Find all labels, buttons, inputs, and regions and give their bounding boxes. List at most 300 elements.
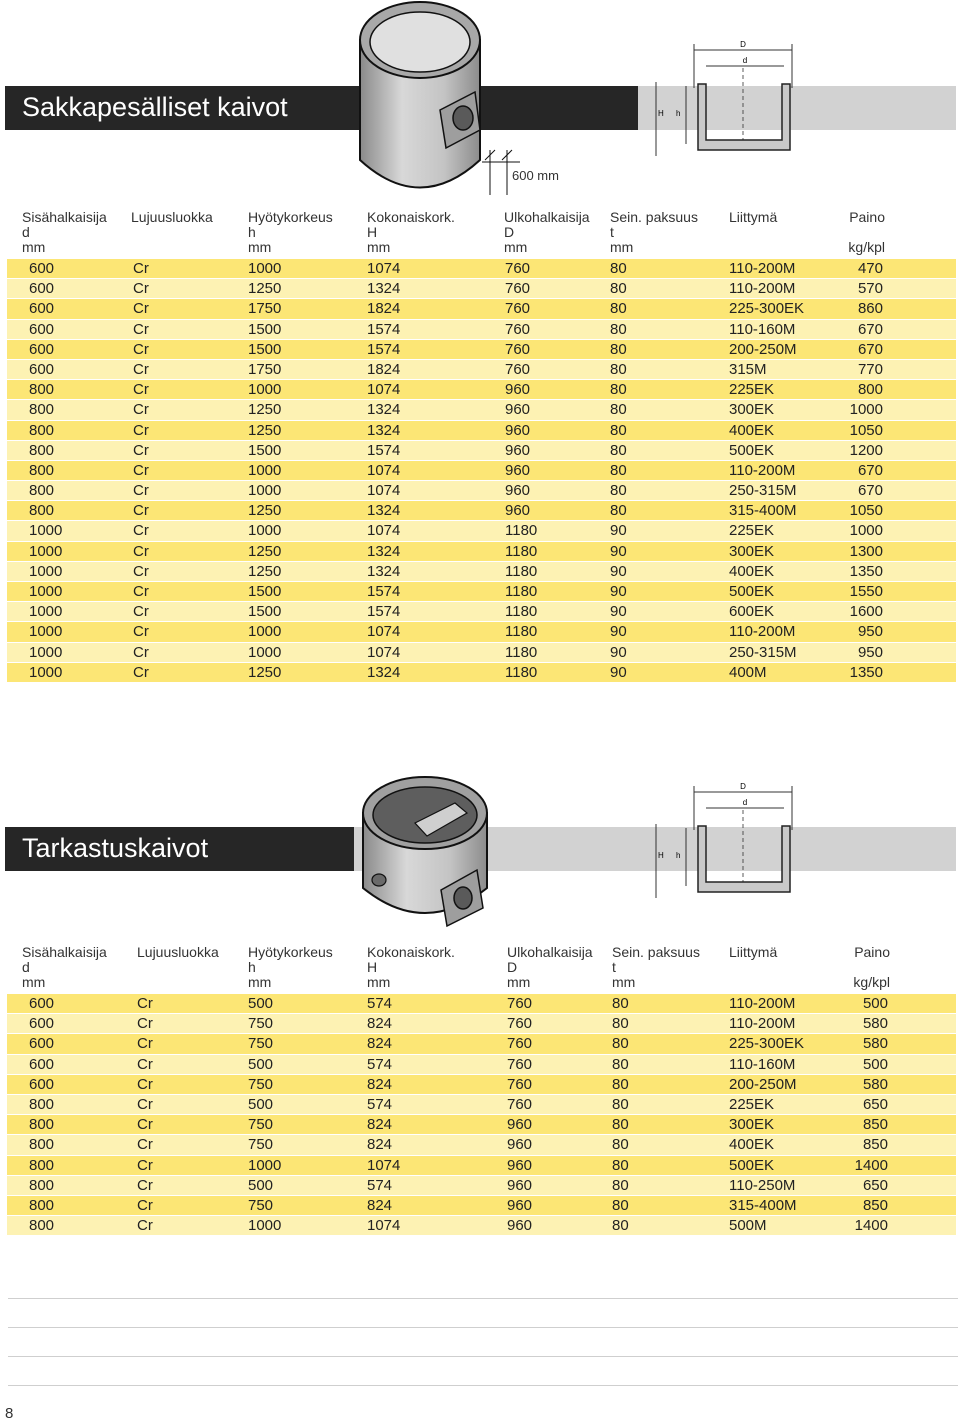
table-cell: 90 (610, 643, 627, 661)
table-row (7, 562, 956, 582)
table-cell: 960 (505, 381, 531, 399)
table-cell: 225EK (729, 522, 775, 540)
table-cell: 760 (505, 320, 531, 338)
table-cell: 750 (248, 1196, 274, 1214)
table-cell: 90 (610, 623, 627, 641)
table-cell: 110-200M (729, 280, 796, 298)
table-cell: Cr (133, 583, 149, 600)
table-cell: Cr (133, 663, 149, 681)
table-cell: 800 (29, 1176, 55, 1194)
table-cell: Cr (137, 1196, 153, 1214)
table-row (7, 1135, 956, 1155)
table-cell: Cr (133, 482, 149, 500)
table-cell: 90 (610, 542, 627, 560)
table-cell: 960 (507, 1217, 533, 1235)
table-cell: 600 (29, 260, 55, 277)
header-unit: kg/kpl (853, 974, 890, 990)
table-cell: Cr (133, 260, 149, 277)
table-row (7, 1176, 956, 1196)
data-table (7, 259, 956, 683)
table-cell: 570 (857, 280, 883, 298)
table-cell: 960 (505, 461, 531, 479)
table-cell: 1574 (367, 320, 401, 338)
table-cell: 1050 (849, 421, 883, 439)
table-cell: Cr (137, 1156, 153, 1174)
table-cell: 80 (610, 300, 627, 318)
table-cell: 1000 (248, 381, 282, 399)
table-cell: Cr (137, 1136, 153, 1154)
table-cell: 80 (610, 502, 627, 520)
table-cell: 1000 (248, 260, 282, 277)
table-cell: 800 (29, 1136, 55, 1154)
table-cell: 800 (29, 1095, 55, 1113)
table-cell: 80 (610, 280, 627, 298)
table-cell: 1000 (849, 401, 883, 419)
table-cell: 960 (507, 1176, 533, 1194)
table-row (7, 602, 956, 622)
table-cell: 1074 (367, 1217, 401, 1235)
table-cell: Cr (137, 1055, 153, 1073)
table-cell: 1000 (248, 522, 282, 540)
table-cell: 960 (507, 1116, 533, 1134)
table-row (7, 1034, 956, 1054)
table-cell: 600 (29, 320, 55, 338)
table-cell: 225-300EK (729, 300, 805, 318)
table-cell: 1250 (248, 542, 282, 560)
table-cell: 960 (505, 401, 531, 419)
page-number: 8 (5, 1405, 14, 1422)
table-cell: 225-300EK (729, 1035, 805, 1053)
table-cell: 110-200M (729, 1015, 796, 1033)
table-cell: 315-400M (729, 1196, 797, 1214)
table-cell: 1824 (367, 360, 401, 378)
table-cell: 1324 (367, 401, 401, 419)
table-cell: 1180 (505, 643, 538, 661)
header-unit: mm (248, 239, 272, 255)
table-cell: 1074 (367, 381, 401, 399)
table-cell: 800 (29, 401, 55, 419)
table-cell: 1000 (29, 542, 63, 560)
header-unit: mm (610, 239, 634, 255)
header-name: Sisähalkaisija (22, 944, 107, 960)
table-cell: 1324 (367, 280, 401, 298)
table-cell: 750 (248, 1075, 274, 1093)
table-row (7, 400, 956, 420)
table-cell: Cr (133, 280, 149, 298)
table-cell: Cr (133, 381, 149, 399)
header-symbol: H (367, 959, 378, 975)
table-cell: 800 (29, 421, 55, 439)
table-cell: 80 (610, 260, 627, 277)
table-cell: 760 (505, 280, 531, 298)
table-cell: 1824 (367, 300, 401, 318)
table-cell: 80 (610, 320, 627, 338)
footer-divider (8, 1298, 958, 1299)
header-name: Lujuusluokka (137, 944, 219, 960)
table-cell: 750 (248, 1015, 274, 1033)
table-cell: 800 (29, 1217, 55, 1235)
table-cell: Cr (137, 1015, 153, 1033)
table-cell: 1074 (367, 461, 401, 479)
header-name: Liittymä (729, 944, 778, 960)
table-cell: 500 (248, 1176, 274, 1194)
table-cell: 1074 (367, 482, 401, 500)
table-cell: 1074 (367, 1156, 401, 1174)
table-cell: 1500 (248, 603, 282, 621)
table-cell: 824 (367, 1196, 393, 1214)
table-cell: 1324 (367, 562, 401, 580)
table-cell: 670 (857, 482, 883, 500)
header-unit: mm (504, 239, 528, 255)
table-cell: 1000 (248, 482, 282, 500)
table-cell: Cr (133, 542, 149, 560)
table-row (7, 380, 956, 400)
table-cell: 1000 (248, 461, 282, 479)
table-cell: 1000 (29, 603, 63, 621)
header-name: Lujuusluokka (131, 209, 213, 225)
table-row (7, 259, 956, 279)
table-cell: 300EK (729, 542, 775, 560)
table-cell: 960 (507, 1196, 533, 1214)
table-cell: 250-315M (729, 482, 797, 500)
table-cell: 960 (505, 421, 531, 439)
table-cell: 80 (612, 1055, 629, 1073)
table-cell: 760 (507, 1095, 533, 1113)
table-cell: 1074 (367, 260, 401, 277)
table-row (7, 279, 956, 299)
table-cell: 800 (29, 1196, 55, 1214)
table-cell: Cr (133, 502, 149, 520)
dimension-note: 600 mm (512, 168, 559, 183)
table-cell: 400EK (729, 421, 775, 439)
table-row (7, 360, 956, 380)
header-name: Kokonaiskork. (367, 209, 455, 225)
table-cell: 824 (367, 1015, 393, 1033)
table-cell: 500 (248, 995, 274, 1012)
table-cell: Cr (133, 360, 149, 378)
table-cell: 1400 (854, 1156, 888, 1174)
table-cell: 80 (612, 995, 629, 1012)
table-cell: 760 (507, 1075, 533, 1093)
table-cell: 600 (29, 1035, 55, 1053)
table-cell: 1550 (849, 583, 883, 600)
table-cell: 760 (507, 995, 533, 1012)
header-unit: mm (22, 239, 46, 255)
table-cell: 1000 (248, 623, 282, 641)
table-cell: 80 (610, 482, 627, 500)
table-cell: 580 (862, 1015, 888, 1033)
table-cell: 600 (29, 360, 55, 378)
table-cell: 850 (862, 1196, 888, 1214)
table-cell: 1000 (248, 1156, 282, 1174)
table-cell: 600EK (729, 603, 775, 621)
table-cell: Cr (137, 1075, 153, 1093)
table-cell: 80 (610, 461, 627, 479)
header-name: Sein. paksuus (612, 944, 700, 960)
table-cell: 80 (610, 441, 627, 459)
table-cell: 1000 (29, 583, 63, 600)
table-cell: 1180 (505, 583, 538, 600)
table-cell: 1324 (367, 421, 401, 439)
table-cell: 110-200M (729, 995, 796, 1012)
dim-H-label: H (658, 109, 664, 118)
header-symbol: D (507, 959, 518, 975)
table-row (7, 582, 956, 602)
table-cell: 800 (29, 381, 55, 399)
dim-H-label: H (658, 851, 664, 860)
cross-section-diagram (650, 780, 810, 905)
table-row (7, 1055, 956, 1075)
table-cell: 1250 (248, 401, 282, 419)
section-title-bar (5, 827, 355, 871)
table-cell: 800 (29, 482, 55, 500)
table-cell: 90 (610, 583, 627, 600)
table-cell: 90 (610, 603, 627, 621)
dim-h-label: h (676, 109, 681, 118)
table-cell: 960 (507, 1136, 533, 1154)
table-cell: 574 (367, 995, 393, 1012)
table-cell: 1250 (248, 502, 282, 520)
header-name: Ulkohalkaisija (507, 944, 593, 960)
table-cell: 80 (610, 401, 627, 419)
table-cell: 1600 (849, 603, 883, 621)
table-cell: 760 (505, 340, 531, 358)
table-cell: 1074 (367, 623, 401, 641)
table-cell: 670 (857, 320, 883, 338)
table-cell: 760 (507, 1015, 533, 1033)
table-cell: 960 (507, 1156, 533, 1174)
table-cell: Cr (133, 522, 149, 540)
table-cell: 1400 (854, 1217, 888, 1235)
table-cell: 800 (29, 502, 55, 520)
section-title: Tarkastuskaivot (22, 833, 209, 863)
table-cell: 225EK (729, 1095, 775, 1113)
table-row (7, 1075, 956, 1095)
table-row (7, 1014, 956, 1034)
header-name: Hyötykorkeus (248, 209, 333, 225)
table-cell: 225EK (729, 381, 775, 399)
table-cell: 300EK (729, 401, 775, 419)
table-cell: 760 (505, 260, 531, 277)
table-cell: 600 (29, 1075, 55, 1093)
table-cell: 315M (729, 360, 767, 378)
table-cell: 80 (612, 1015, 629, 1033)
header-symbol: h (248, 959, 256, 975)
table-cell: 770 (857, 360, 883, 378)
table-cell: 574 (367, 1095, 393, 1113)
table-cell: 80 (612, 1035, 629, 1053)
table-row (7, 663, 956, 683)
table-cell: 1500 (248, 320, 282, 338)
table-cell: Cr (137, 1176, 153, 1194)
table-row (7, 481, 956, 501)
table-cell: 950 (857, 643, 883, 661)
table-row (7, 441, 956, 461)
table-cell: 80 (612, 1116, 629, 1134)
table-cell: 824 (367, 1075, 393, 1093)
table-cell: 1500 (248, 340, 282, 358)
table-cell: 960 (505, 502, 531, 520)
table-cell: 600 (29, 1015, 55, 1033)
table-cell: 1180 (505, 522, 538, 540)
table-cell: 110-250M (729, 1176, 796, 1194)
table-cell: 200-250M (729, 340, 797, 358)
table-row (7, 299, 956, 319)
table-cell: 1574 (367, 603, 401, 621)
header-symbol: H (367, 224, 378, 240)
inspection-manhole-illustration (355, 768, 505, 938)
table-row (7, 320, 956, 340)
table-cell: 80 (612, 1136, 629, 1154)
table-cell: 960 (505, 482, 531, 500)
table-row (7, 622, 956, 642)
table-cell: 850 (862, 1136, 888, 1154)
table-cell: 800 (29, 1116, 55, 1134)
table-cell: 800 (29, 461, 55, 479)
table-cell: 1250 (248, 663, 282, 681)
header-name: Paino (854, 944, 890, 960)
dim-d-label: d (742, 798, 748, 807)
table-cell: Cr (137, 995, 153, 1012)
header-unit: mm (367, 974, 391, 990)
table-cell: 1000 (849, 522, 883, 540)
table-cell: 400EK (729, 562, 775, 580)
table-cell: 80 (610, 360, 627, 378)
table-cell: 1350 (849, 562, 883, 580)
table-cell: 600 (29, 1055, 55, 1073)
table-cell: 600 (29, 995, 55, 1012)
table-cell: Cr (137, 1095, 153, 1113)
table-cell: 500 (862, 995, 888, 1012)
table-cell: 574 (367, 1055, 393, 1073)
table-cell: 1000 (248, 643, 282, 661)
table-cell: Cr (133, 441, 149, 459)
table-cell: Cr (133, 421, 149, 439)
table-cell: 760 (507, 1035, 533, 1053)
header-symbol: t (612, 959, 616, 975)
table-cell: 824 (367, 1136, 393, 1154)
dim-d-label: d (742, 56, 748, 65)
header-unit: mm (507, 974, 531, 990)
table-cell: 850 (862, 1116, 888, 1134)
table-cell: 200-250M (729, 1075, 797, 1093)
table-cell: 80 (612, 1156, 629, 1174)
table-cell: 1250 (248, 562, 282, 580)
header-name: Sisähalkaisija (22, 209, 107, 225)
table-cell: 1324 (367, 502, 401, 520)
header-name: Paino (849, 209, 885, 225)
table-cell: 500EK (729, 583, 775, 600)
table-cell: Cr (137, 1217, 153, 1235)
header-unit: mm (612, 974, 636, 990)
table-cell: 800 (29, 441, 55, 459)
table-cell: 400M (729, 663, 767, 681)
table-cell: 800 (857, 381, 883, 399)
table-cell: Cr (133, 623, 149, 641)
table-cell: 500 (862, 1055, 888, 1073)
table-cell: 650 (862, 1095, 888, 1113)
table-cell: Cr (133, 461, 149, 479)
footer-divider (8, 1385, 958, 1386)
table-cell: 80 (612, 1075, 629, 1093)
table-cell: 1000 (29, 663, 63, 681)
table-cell: 1500 (248, 583, 282, 600)
table-cell: 80 (612, 1095, 629, 1113)
table-cell: Cr (133, 603, 149, 621)
table-cell: 650 (862, 1176, 888, 1194)
table-cell: 950 (857, 623, 883, 641)
table-cell: 500EK (729, 441, 775, 459)
table-row (7, 461, 956, 481)
header-symbol: d (22, 224, 30, 240)
table-cell: 250-315M (729, 643, 797, 661)
header-name: Hyötykorkeus (248, 944, 333, 960)
table-cell: 1750 (248, 300, 282, 318)
header-unit: kg/kpl (848, 239, 885, 255)
table-cell: 750 (248, 1136, 274, 1154)
table-row (7, 421, 956, 441)
table-cell: 90 (610, 522, 627, 540)
table-cell: 1000 (29, 522, 63, 540)
table-cell: 1574 (367, 340, 401, 358)
table-row (7, 1156, 956, 1176)
table-row (7, 1196, 956, 1216)
table-cell: 760 (507, 1055, 533, 1073)
table-cell: 600 (29, 340, 55, 358)
header-name: Kokonaiskork. (367, 944, 455, 960)
table-row (7, 340, 956, 360)
header-symbol: t (610, 224, 614, 240)
table-cell: 500 (248, 1055, 274, 1073)
table-row (7, 521, 956, 541)
table-row (7, 994, 956, 1014)
header-unit: mm (248, 974, 272, 990)
table-cell: 110-200M (729, 623, 796, 641)
header-symbol: d (22, 959, 30, 975)
table-cell: 760 (505, 360, 531, 378)
section-title: Sakkapesälliset kaivot (22, 92, 288, 122)
table-row (7, 1115, 956, 1135)
table-cell: 110-160M (729, 1055, 796, 1073)
dim-D-label: D (740, 40, 746, 49)
table-cell: Cr (133, 401, 149, 419)
table-cell: Cr (137, 1035, 153, 1053)
table-cell: 90 (610, 562, 627, 580)
table-cell: 600 (29, 300, 55, 318)
table-cell: 110-200M (729, 461, 796, 479)
table-cell: 750 (248, 1116, 274, 1134)
table-row (7, 501, 956, 521)
table-cell: 860 (857, 300, 883, 318)
table-cell: Cr (133, 562, 149, 580)
table-cell: 90 (610, 663, 627, 681)
header-symbol: h (248, 224, 256, 240)
data-table (7, 994, 956, 1236)
table-cell: 1574 (367, 583, 401, 600)
table-cell: 960 (505, 441, 531, 459)
table-cell: Cr (133, 340, 149, 358)
table-cell: 80 (610, 340, 627, 358)
table-cell: 80 (612, 1196, 629, 1214)
table-cell: Cr (137, 1116, 153, 1134)
table-cell: 1200 (849, 441, 883, 459)
table-cell: 1180 (505, 562, 538, 580)
table-cell: 1500 (248, 441, 282, 459)
table-cell: 750 (248, 1035, 274, 1053)
header-name: Sein. paksuus (610, 209, 698, 225)
table-cell: 824 (367, 1116, 393, 1134)
cross-section-diagram (650, 38, 810, 163)
